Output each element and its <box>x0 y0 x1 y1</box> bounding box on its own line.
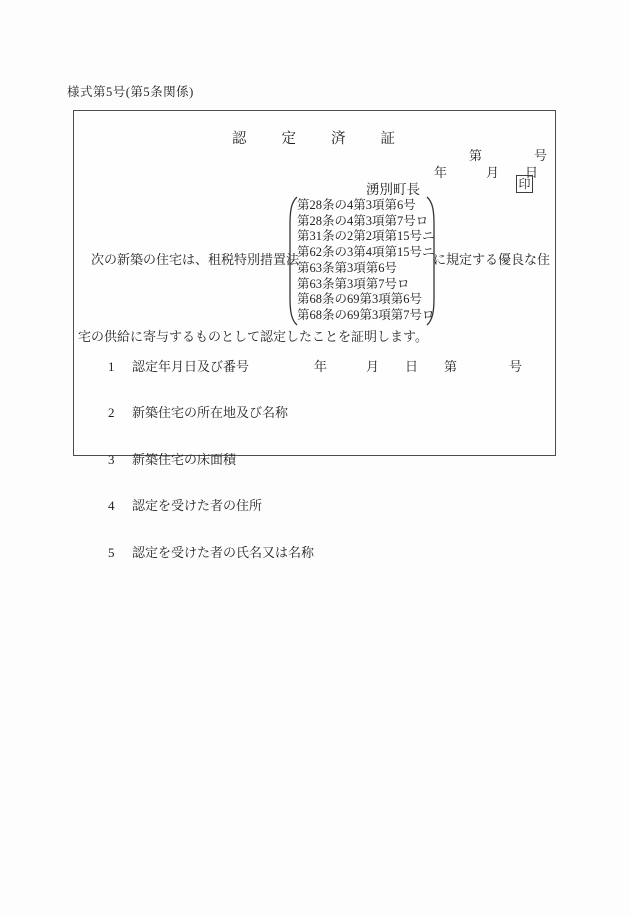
item-label: 認定を受けた者の住所 <box>132 498 263 513</box>
law-article: 第31条の2第2項第15号ニ <box>297 229 435 244</box>
law-articles-list <box>297 198 435 324</box>
seal-stamp-icon: 印 <box>516 175 533 193</box>
certificate-title: 認 定 済 証 <box>232 131 397 147</box>
list-item <box>82 483 551 530</box>
body-sentence-continuation: 宅の供給に寄与するものとして認定したことを証明します。 <box>78 329 428 344</box>
certificate-box <box>73 110 556 560</box>
law-article: 第28条の4第3項第6号 <box>297 198 416 212</box>
list-item <box>82 343 551 390</box>
form-number-label: 様式第5号(第5条関係) <box>67 85 194 99</box>
item-label: 新築住宅の床面積 <box>132 451 237 467</box>
law-article: 第68条の69第3項第7号ロ <box>297 307 435 322</box>
item-number: 3 <box>108 451 115 467</box>
mayor-title: 湧別町長 <box>366 182 420 197</box>
certificate-date-line: 年 月 日 <box>433 165 538 180</box>
law-article: 第63条第3項第7号ロ <box>297 276 410 291</box>
law-article: 第68条の69第3項第6号 <box>297 292 423 307</box>
item-number: 5 <box>108 544 115 560</box>
item-label: 新築住宅の所在地及び名称 <box>132 405 289 420</box>
body-sentence-prefix: 次の新築の住宅は、租税特別措置法 <box>78 252 300 267</box>
law-article: 第62条の3第4項第15号ニ <box>297 245 435 260</box>
list-item <box>82 436 551 483</box>
item-label: 認定年月日及び番号 <box>132 358 250 374</box>
certificate-number-line: 第 号 <box>468 148 547 163</box>
law-article: 第63条第3項第6号 <box>297 260 398 275</box>
item-number: 4 <box>108 498 115 513</box>
body-sentence-suffix: に規定する優良な住 <box>433 252 551 267</box>
law-article: 第28条の4第3項第7号ロ <box>297 213 429 228</box>
certificate-items-list <box>82 343 551 576</box>
item-number: 2 <box>108 405 115 420</box>
item-label: 認定を受けた者の氏名又は名称 <box>132 544 315 560</box>
list-item <box>82 390 551 437</box>
list-item <box>82 529 551 576</box>
item-number: 1 <box>108 358 115 374</box>
item-value: 年 月 日 第 号 <box>249 358 523 374</box>
